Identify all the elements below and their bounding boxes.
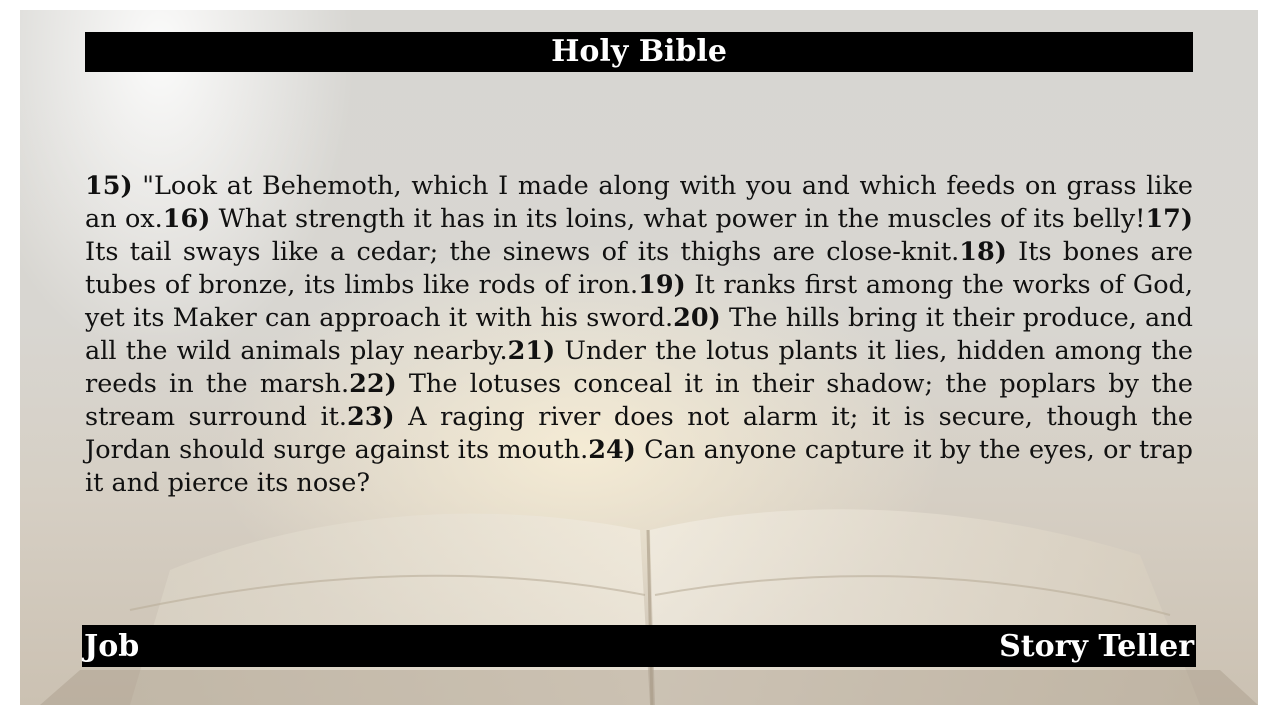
verse-number: 16) [162,204,211,234]
slide [20,10,1258,705]
verse-number: 24) [588,435,636,465]
page-title: Holy Bible [551,34,727,69]
verse-text: Under the lotus plants it lies, hidden among the reeds in the marsh. [85,336,1193,399]
verse-number: 17) [1145,204,1193,234]
channel-name: Story Teller [999,629,1194,664]
verse-text: Its tail sways like a cedar; the sinews of its thighs are close-knit. [85,237,960,267]
verse-text: Its bones are tubes of bronze, its limbs like rods of iron. [85,237,1193,300]
verse-number: 15) [85,171,133,201]
verse-number: 23) [347,402,395,432]
verse-number: 19) [638,270,686,300]
verse-number: 22) [349,369,397,399]
footer-bar [82,625,1196,667]
verse-text: It ranks first among the works of God, yet its Maker can approach it with his sword. [85,270,1193,333]
verse-text: The lotuses conceal it in their shadow; the poplars by the stream surround it. [85,369,1193,432]
verse-text: What strength it has in its loins, what power in the muscles of its belly! [210,204,1146,234]
verse-text: "Look at Behemoth, which I made along with you and which feeds on grass like an ox. [85,171,1193,234]
scripture-passage [85,170,1193,500]
verse-number: 21) [507,336,556,366]
verse-text: Can anyone capture it by the eyes, or trap it and pierce its nose? [85,435,1193,498]
verse-text: A raging river does not alarm it; it is secure, though the Jordan should surge against its mouth. [85,402,1193,465]
verse-number: 18) [959,237,1007,267]
header-bar [85,32,1193,72]
verse-number: 20) [673,303,721,333]
verse-text: The hills bring it their produce, and all the wild animals play nearby. [85,303,1194,366]
book-name: Job [84,629,140,664]
